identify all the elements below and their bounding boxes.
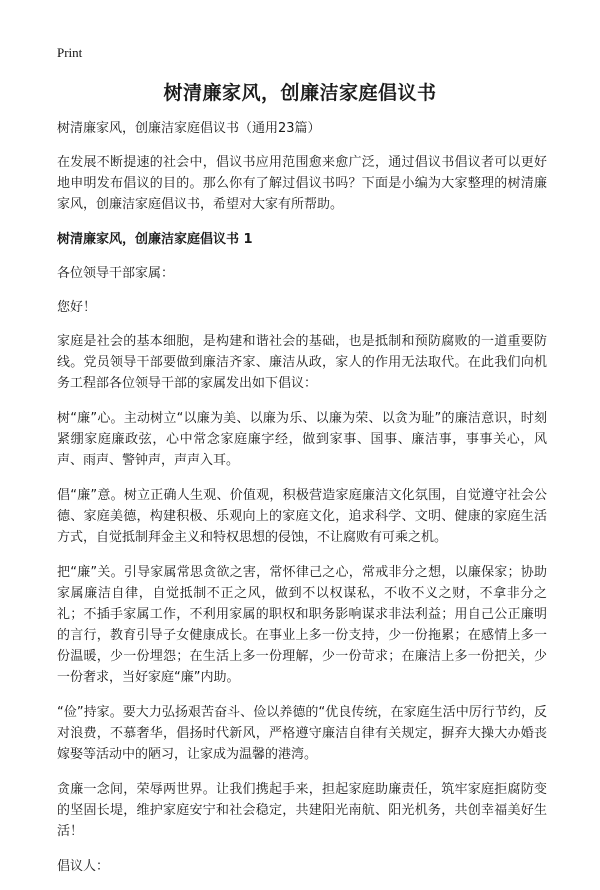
body-paragraph-intent: 倡“廉”意。树立正确人生观、价值观，积极营造家庭廉洁文化氛围，自觉遵守社会公德、家庭美德，构建积极、乐观向上的家庭文化，追求科学、文明、健康的家庭生活方式，自觉抵制拜金主义和特权思想的侵蚀，不让腐败有可乘之机。 <box>57 488 547 545</box>
body-paragraph-closing: 贪廉一念间，荣辱两世界。让我们携起手来，担起家庭助廉责任，筑牢家庭拒腐防变的坚固长堤，维护家庭安宁和社会稳定，共建阳光南航、阳光机务，共创幸福美好生活！ <box>57 782 547 839</box>
document-title: 树清廉家风，创廉洁家庭倡议书 <box>163 82 437 104</box>
print-link[interactable]: Print <box>57 45 83 60</box>
body-paragraph-family: 家庭是社会的基本细胞，是构建和谐社会的基础，也是抵制和预防腐败的一道重要防线。党员领导干部要做到廉洁齐家、廉洁从政，家人的作用无法取代。在此我们向机务工程部各位领导干部的家属发出如下倡议： <box>57 334 547 391</box>
greeting: 您好！ <box>57 300 97 315</box>
salutation: 各位领导干部家属： <box>57 266 175 281</box>
body-paragraph-guard: 把“廉”关。引导家属常思贪欲之害，常怀律己之心，常戒非分之想，以廉保家；协助家属廉洁自律，自觉抵制不正之风，做到不以权谋私，不收不义之财，不拿非分之礼；不插手家属工作，不利用家属的职权和职务影响谋求非法利益；用自己公正廉明的言行，教育引导子女健康成长。在事业上多一份支持，少一份拖累；在感情上多一份温暖，少一份埋怨；在生活上多一份理解，少一份苛求；在廉洁上多一份把关，少一份奢求，当好家庭“廉”内助。 <box>57 565 547 685</box>
body-paragraph-heart: 树“廉”心。主动树立“以廉为美、以廉为乐、以廉为荣、以贪为耻”的廉洁意识，时刻紧绷家庭廉政弦，心中常念家庭廉字经，做到家事、国事、廉洁事，事事关心，风声、雨声、警钟声，声声入耳。 <box>57 411 547 468</box>
intro-paragraph: 在发展不断提速的社会中，倡议书应用范围愈来愈广泛，通过倡议书倡议者可以更好地申明发布倡议的目的。那么你有了解过倡议书吗？下面是小编为大家整理的树清廉家风，创廉洁家庭倡议书，希望对大家有所帮助。 <box>57 155 547 212</box>
section-heading: 树清廉家风，创廉洁家庭倡议书 1 <box>57 232 253 247</box>
document-body <box>57 118 547 890</box>
signature-line: 倡议人： <box>57 859 110 874</box>
body-paragraph-thrift: “俭”持家。要大力弘扬艰苦奋斗、俭以养德的“优良传统，在家庭生活中厉行节约，反对浪费，不慕奢华，倡扬时代新风，严格遵守廉洁自律有关规定，摒弃大操大办婚丧嫁娶等活动中的陋习，让家成为温馨的港湾。 <box>57 705 547 762</box>
document-subtitle: 树清廉家风，创廉洁家庭倡议书（通用23篇） <box>57 121 321 136</box>
